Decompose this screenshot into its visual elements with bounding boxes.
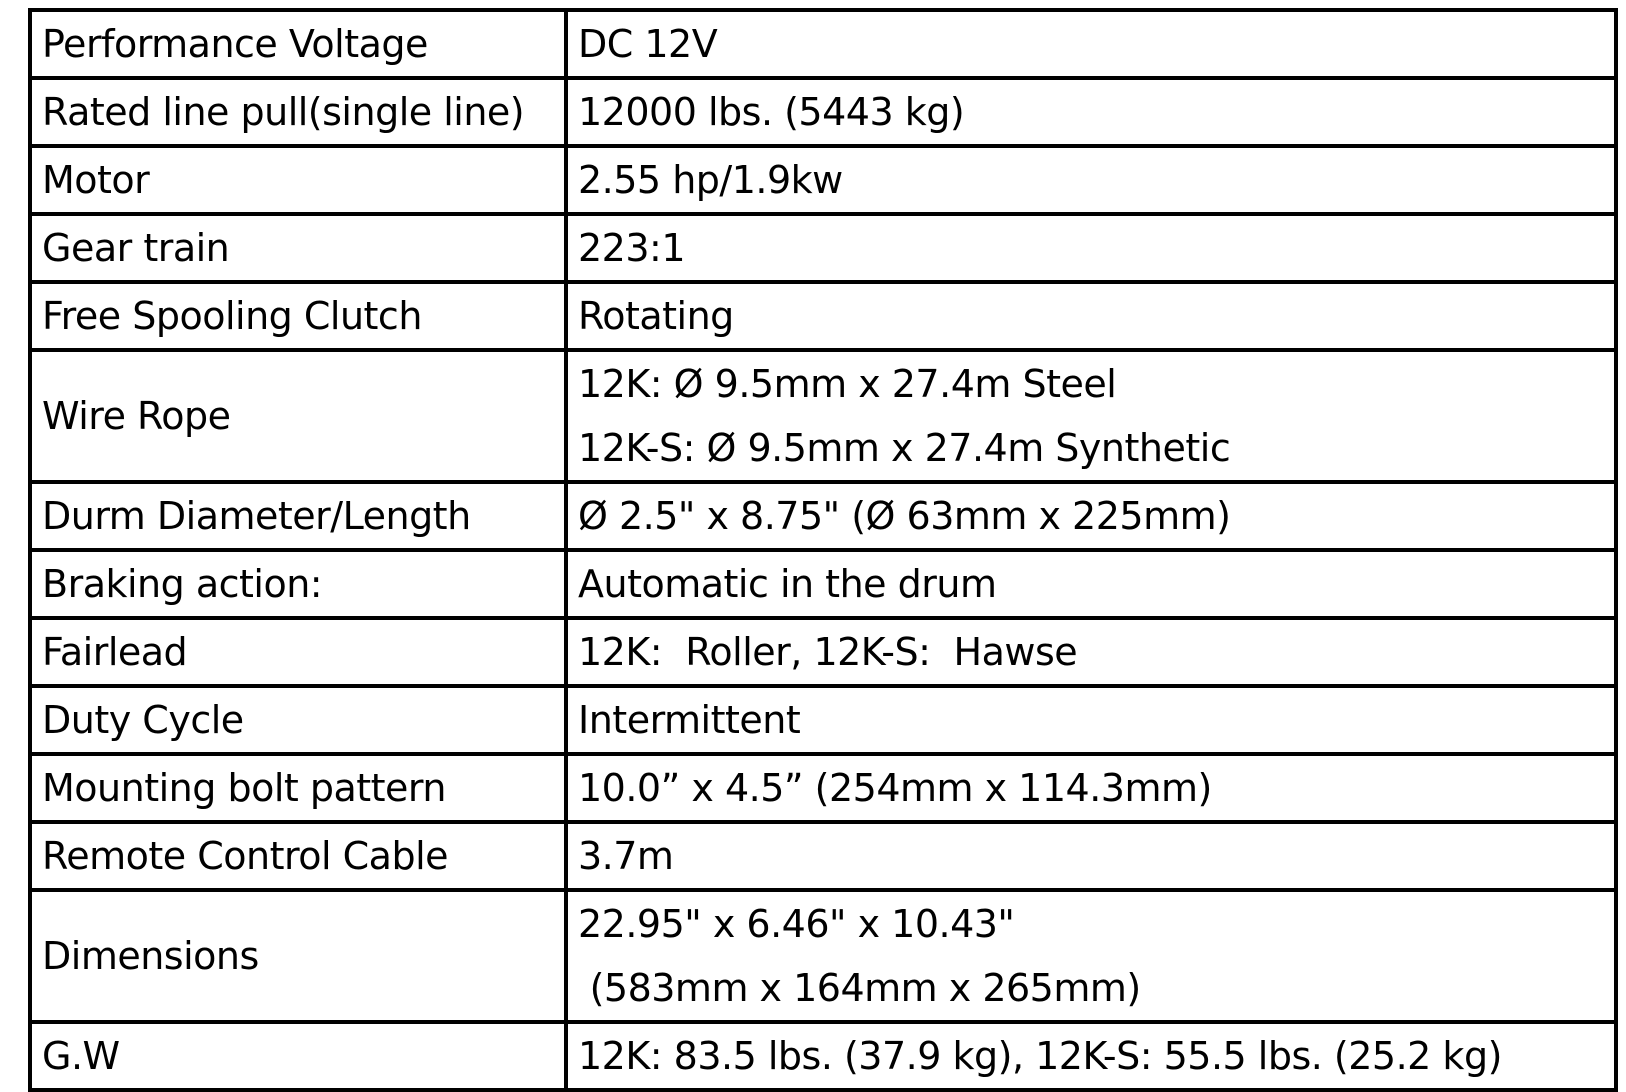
spec-value xyxy=(566,350,1616,482)
spec-value-line: 12K: Ø 9.5mm x 27.4m Steel xyxy=(578,362,1117,406)
spec-value-line: 12000 lbs. (5443 kg) xyxy=(578,90,965,134)
spec-value xyxy=(566,686,1616,754)
spec-label: Mounting bolt pattern xyxy=(30,754,566,822)
spec-table xyxy=(28,8,1618,1092)
spec-row xyxy=(30,350,1616,482)
spec-value xyxy=(566,890,1616,1022)
spec-value xyxy=(566,550,1616,618)
spec-label: Durm Diameter/Length xyxy=(30,482,566,550)
spec-row xyxy=(30,214,1616,282)
spec-label: Motor xyxy=(30,146,566,214)
spec-row xyxy=(30,1022,1616,1090)
spec-value xyxy=(566,10,1616,78)
spec-label: Wire Rope xyxy=(30,350,566,482)
spec-label: Performance Voltage xyxy=(30,10,566,78)
spec-row xyxy=(30,482,1616,550)
spec-label: Gear train xyxy=(30,214,566,282)
spec-row xyxy=(30,550,1616,618)
spec-value xyxy=(566,754,1616,822)
spec-value-line: 12K-S: Ø 9.5mm x 27.4m Synthetic xyxy=(578,426,1231,470)
spec-row xyxy=(30,146,1616,214)
spec-value-line: Ø 2.5" x 8.75" (Ø 63mm x 225mm) xyxy=(578,494,1231,538)
spec-label: Fairlead xyxy=(30,618,566,686)
spec-row xyxy=(30,10,1616,78)
spec-value-line: DC 12V xyxy=(578,22,718,66)
spec-label: Free Spooling Clutch xyxy=(30,282,566,350)
spec-value-line: 22.95" x 6.46" x 10.43" xyxy=(578,902,1015,946)
spec-label: Duty Cycle xyxy=(30,686,566,754)
spec-value-line: 2.55 hp/1.9kw xyxy=(578,158,843,202)
spec-row xyxy=(30,754,1616,822)
spec-value-line: 12K: 83.5 lbs. (37.9 kg), 12K-S: 55.5 lbs. (25.2 kg) xyxy=(578,1034,1502,1078)
spec-value-line: 12K: Roller, 12K-S: Hawse xyxy=(578,630,1078,674)
spec-value-line: Automatic in the drum xyxy=(578,562,997,606)
spec-value xyxy=(566,282,1616,350)
spec-label: Rated line pull(single line) xyxy=(30,78,566,146)
spec-value xyxy=(566,214,1616,282)
spec-row xyxy=(30,78,1616,146)
spec-table-body xyxy=(30,10,1616,1090)
spec-value xyxy=(566,146,1616,214)
spec-value-line: 10.0” x 4.5” (254mm x 114.3mm) xyxy=(578,766,1212,810)
spec-row xyxy=(30,686,1616,754)
spec-value xyxy=(566,482,1616,550)
spec-row xyxy=(30,618,1616,686)
spec-label: Remote Control Cable xyxy=(30,822,566,890)
spec-row xyxy=(30,822,1616,890)
spec-value-line: (583mm x 164mm x 265mm) xyxy=(578,966,1141,1010)
spec-value-line: Intermittent xyxy=(578,698,801,742)
spec-value xyxy=(566,78,1616,146)
spec-label: G.W xyxy=(30,1022,566,1090)
spec-value-line: Rotating xyxy=(578,294,734,338)
spec-label: Dimensions xyxy=(30,890,566,1022)
spec-row xyxy=(30,890,1616,1022)
spec-value xyxy=(566,618,1616,686)
spec-label: Braking action: xyxy=(30,550,566,618)
spec-value xyxy=(566,1022,1616,1090)
spec-value-line: 3.7m xyxy=(578,834,674,878)
spec-row xyxy=(30,282,1616,350)
spec-value-line: 223:1 xyxy=(578,226,686,270)
spec-value xyxy=(566,822,1616,890)
